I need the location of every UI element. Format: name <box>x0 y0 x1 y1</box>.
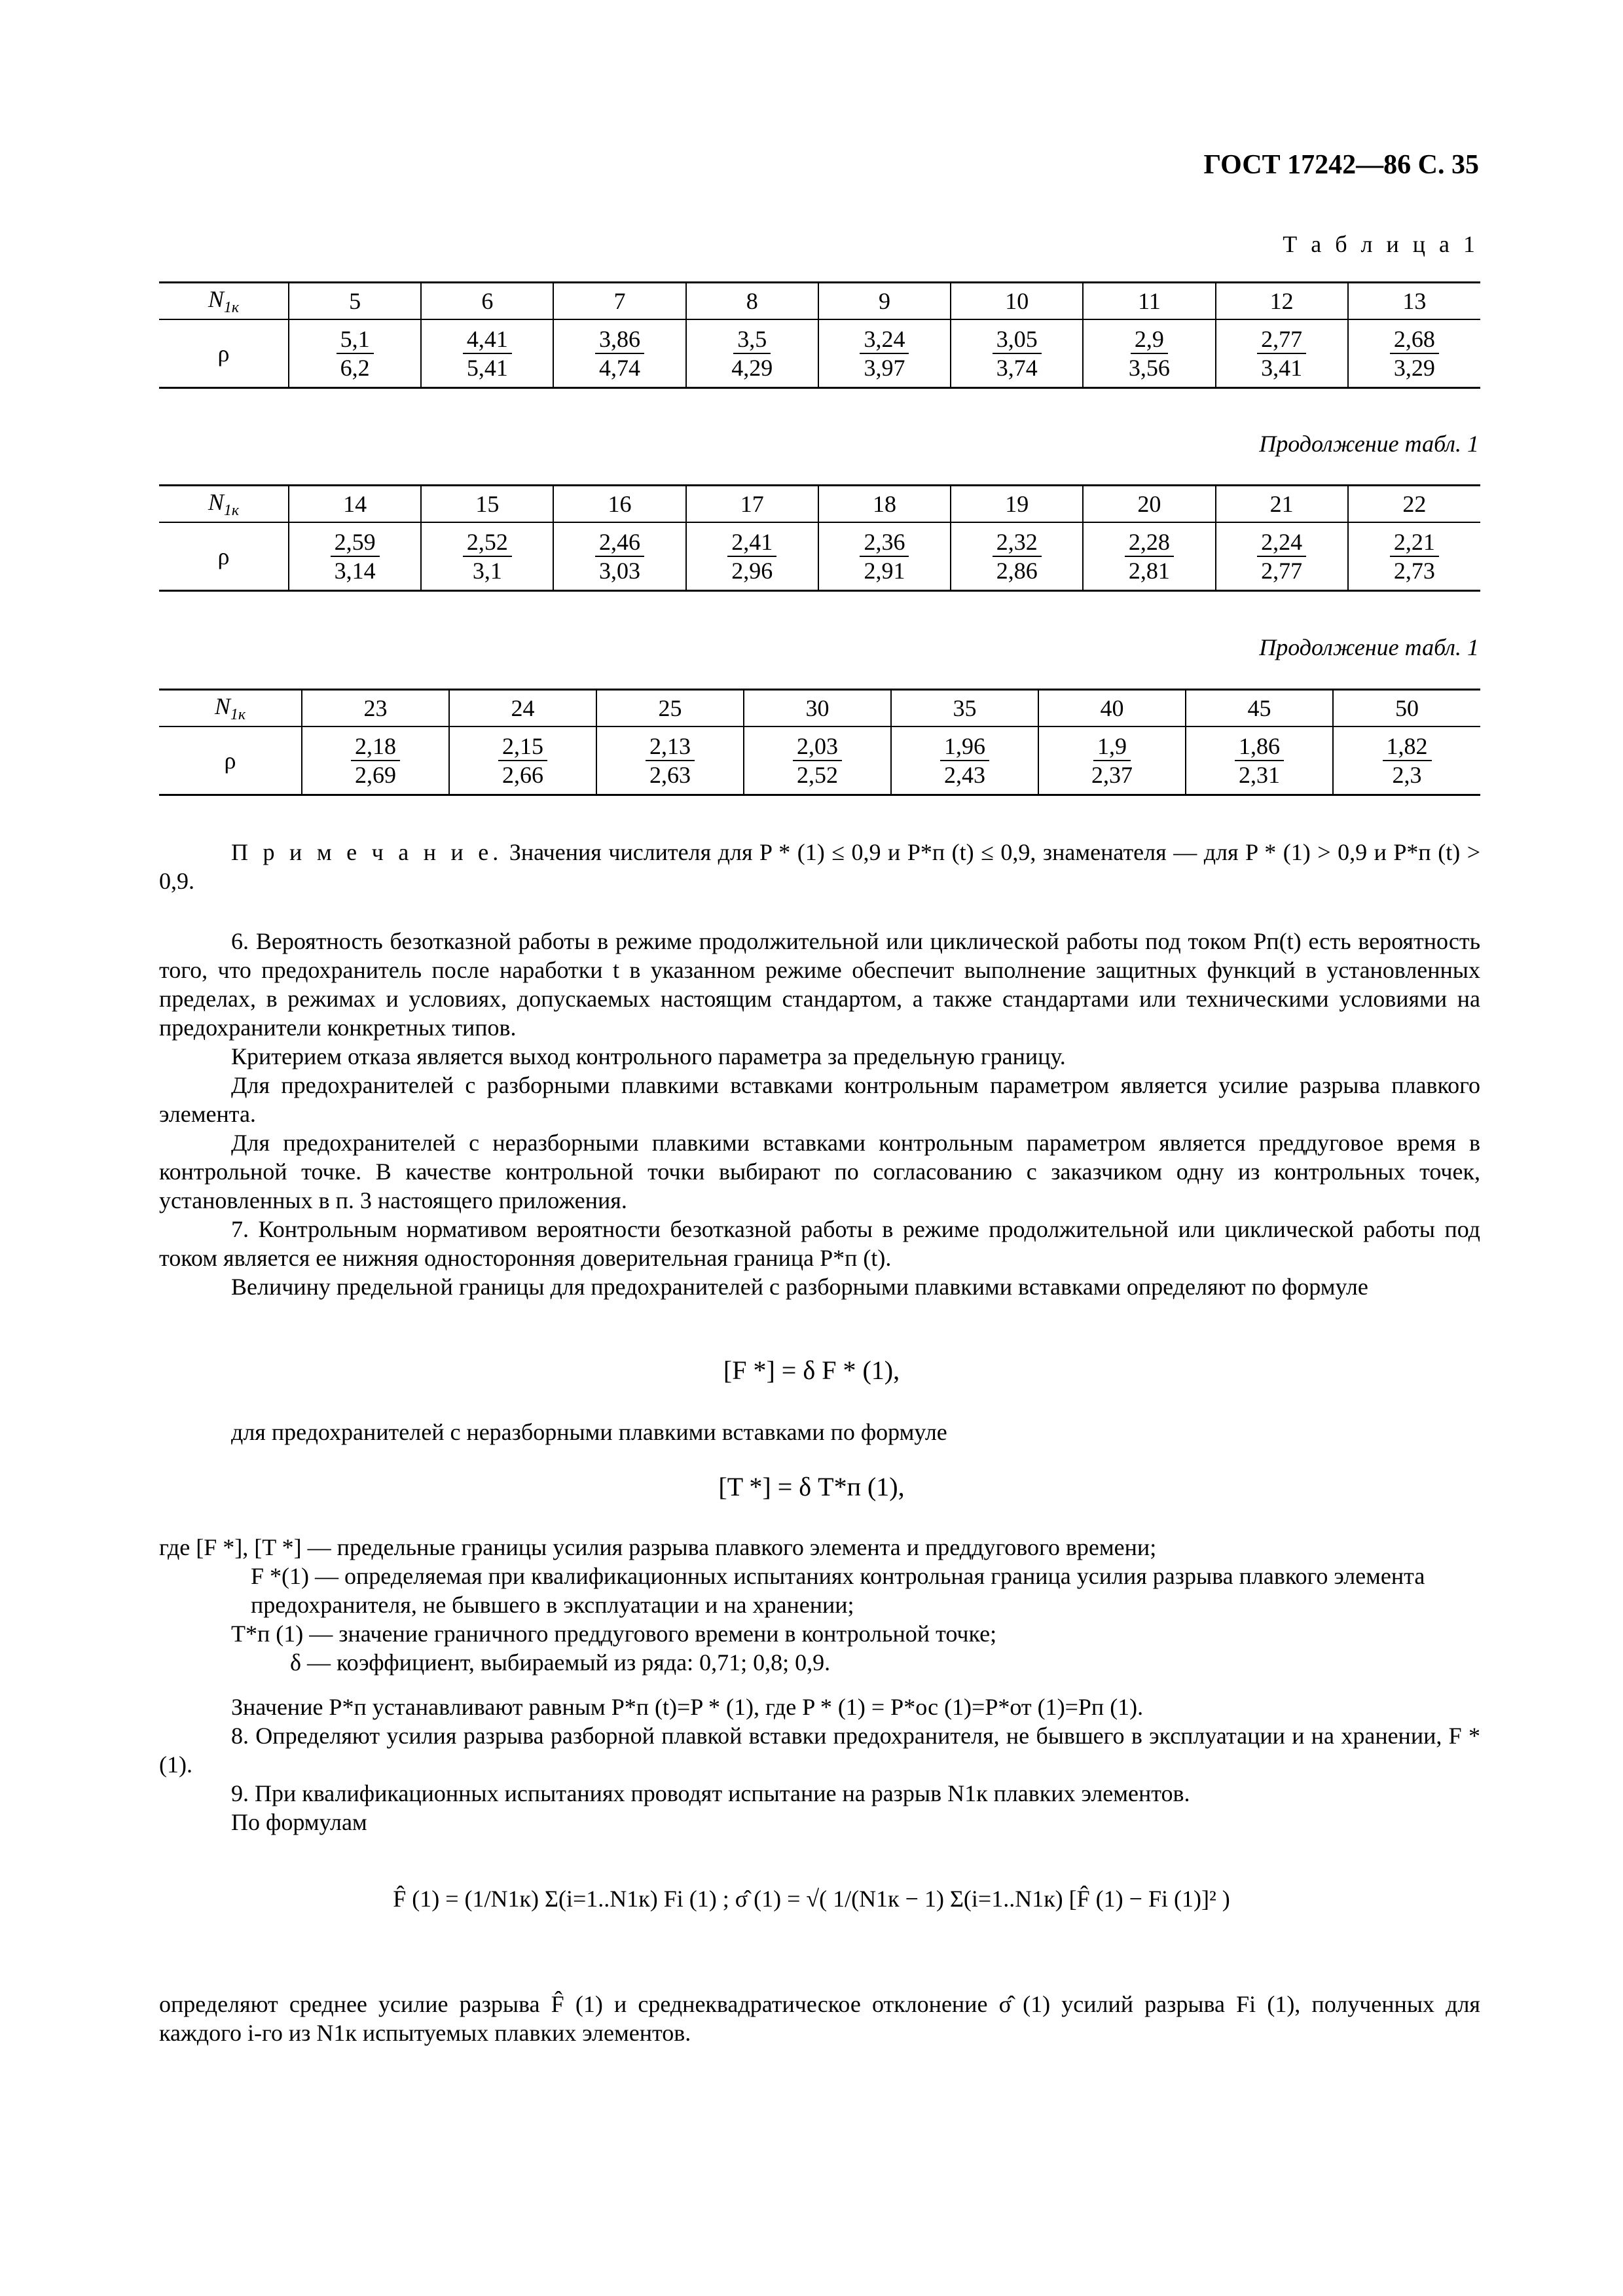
rho-denominator: 4,29 <box>731 355 773 381</box>
rho-numerator: 2,18 <box>351 732 400 761</box>
rho-fraction <box>463 528 512 584</box>
rho-fraction <box>595 528 644 584</box>
formula-3: F̂ (1) = (1/N1к) Σ(i=1..N1к) Fi (1) ; σ̂ (1) = √( 1/(N1к − 1) Σ(i=1..N1к) [F̂ (1) − Fi (1)]² ) <box>393 1886 1230 1912</box>
rho-denominator: 6,2 <box>340 355 370 381</box>
rho-numerator: 2,52 <box>463 528 512 557</box>
rho-fraction <box>727 325 776 382</box>
n-value-cell: 9 <box>818 283 951 320</box>
rho-numerator: 2,03 <box>793 732 842 761</box>
rho-value-cell <box>289 522 421 591</box>
paragraph-8: 8. Определяют усилия разрыва разборной плавкой вставки предохранителя, не бывшего в эксплуатации и на хранении, F * (1). <box>159 1723 1480 1778</box>
definitions <box>159 1533 1480 1677</box>
rho-value-cell <box>1333 726 1480 795</box>
rho-value-cell <box>1083 522 1215 591</box>
rho-value-cell <box>596 726 744 795</box>
paragraph-9: 9. При квалификационных испытаниях проводят испытание на разрыв N1к плавких элементов. <box>231 1780 1190 1806</box>
rho-fraction <box>1257 528 1306 584</box>
n-value-cell: 13 <box>1348 283 1480 320</box>
def-t: T*п (1) — значение граничного преддугового времени в контрольной точке; <box>231 1621 997 1647</box>
rho-numerator: 2,24 <box>1257 528 1306 557</box>
rho-denominator: 3,03 <box>599 558 641 584</box>
rho-value-cell <box>1216 522 1348 591</box>
rho-fraction <box>1383 732 1432 789</box>
rho-numerator: 1,96 <box>940 732 989 761</box>
rho-numerator: 2,15 <box>498 732 547 761</box>
rho-value-cell <box>951 522 1083 591</box>
n-value-cell: 20 <box>1083 486 1215 523</box>
paragraph-value: Значение P*п устанавливают равным P*п (t)=P * (1), где P * (1) = P*ос (1)=P*от (1)=Pп (1). <box>231 1694 1144 1720</box>
rho-fraction <box>646 732 695 789</box>
continuation-caption-1: Продолжение табл. 1 <box>1259 431 1479 457</box>
rho-value-cell <box>744 726 891 795</box>
n-value-cell: 35 <box>891 690 1038 727</box>
rho-fraction <box>1125 528 1174 584</box>
n-value-cell: 6 <box>421 283 553 320</box>
rho-numerator: 2,36 <box>860 528 909 557</box>
rho-fraction <box>1235 732 1284 789</box>
rho-denominator: 2,43 <box>944 762 985 788</box>
n-label-sub: 1к <box>223 502 240 520</box>
rho-denominator: 2,63 <box>649 762 691 788</box>
rho-value-cell <box>302 726 449 795</box>
rho-numerator: 5,1 <box>337 325 374 354</box>
rho-denominator: 3,41 <box>1261 355 1303 381</box>
n-value-cell: 14 <box>289 486 421 523</box>
rho-denominator: 2,37 <box>1091 762 1133 788</box>
n-label-cell <box>159 690 302 727</box>
rho-fraction <box>463 325 512 382</box>
rho-fraction <box>1390 325 1439 382</box>
rho-fraction <box>498 732 547 789</box>
n-value-cell: 22 <box>1348 486 1480 523</box>
rho-value-cell <box>553 319 685 388</box>
def-f: F *(1) — определяемая при квалификационных испытаниях контрольная граница усилия разрыва плавкого элемента предохранителя, не бывшего в эксплуатации и на хранении; <box>251 1563 1425 1618</box>
body-text-4 <box>159 1990 1480 2047</box>
table-caption: Т а б л и ц а 1 <box>1283 231 1479 257</box>
n-value-cell: 21 <box>1216 486 1348 523</box>
n-value-cell: 15 <box>421 486 553 523</box>
formula-2: [T *] = δ T*п (1), <box>718 1472 905 1501</box>
table-row-n <box>159 283 1480 320</box>
rho-denominator: 3,29 <box>1393 355 1435 381</box>
paragraph-nondemountable: Для предохранителей с неразборными плавкими вставками контрольным параметром является преддуговое время в контрольной точке. В качестве контрольной точки выбирают по согласованию с заказчиком одну из контрольных точек, установленных в п. 3 настоящего приложения. <box>159 1130 1480 1213</box>
n-value-cell: 24 <box>449 690 596 727</box>
n-value-cell: 10 <box>951 283 1083 320</box>
rho-fraction <box>860 528 909 584</box>
rho-numerator: 1,9 <box>1093 732 1131 761</box>
rho-fraction <box>993 528 1042 584</box>
rho-value-cell <box>421 319 553 388</box>
rho-numerator: 2,28 <box>1125 528 1174 557</box>
rho-value-cell <box>1216 319 1348 388</box>
n-label-sub: 1к <box>223 299 240 317</box>
rho-fraction <box>1390 528 1439 584</box>
rho-value-cell <box>891 726 1038 795</box>
table-row-rho <box>159 522 1480 591</box>
rho-label-cell: ρ <box>159 726 302 795</box>
rho-label-cell: ρ <box>159 522 289 591</box>
n-value-cell: 17 <box>686 486 818 523</box>
rho-value-cell <box>686 522 818 591</box>
rho-denominator: 2,66 <box>502 762 543 788</box>
n-value-cell: 11 <box>1083 283 1215 320</box>
rho-value-cell <box>686 319 818 388</box>
rho-numerator: 4,41 <box>463 325 512 354</box>
rho-numerator: 1,86 <box>1235 732 1284 761</box>
n-value-cell: 16 <box>553 486 685 523</box>
n-value-cell: 18 <box>818 486 951 523</box>
rho-denominator: 2,69 <box>355 762 396 788</box>
rho-value-cell <box>1348 522 1480 591</box>
rho-denominator: 3,14 <box>334 558 376 584</box>
rho-fraction <box>1087 732 1137 789</box>
table-row-rho <box>159 726 1480 795</box>
rho-label-cell: ρ <box>159 319 289 388</box>
rho-denominator: 2,73 <box>1393 558 1435 584</box>
paragraph-final: определяют среднее усилие разрыва F̂ (1) и среднеквадратическое отклонение σ̂ (1) усилий разрыва Fi (1), полученных для каждого i-го из N1к испытуемых плавких элементов. <box>159 1991 1480 2046</box>
note-block <box>159 838 1480 895</box>
rho-fraction <box>860 325 909 382</box>
n-value-cell: 12 <box>1216 283 1348 320</box>
note-label: П р и м е ч а н и е. <box>231 839 503 865</box>
rho-numerator: 1,82 <box>1383 732 1432 761</box>
rho-fraction <box>993 325 1042 382</box>
rho-value-cell <box>1348 319 1480 388</box>
rho-fraction <box>1125 325 1174 382</box>
rho-numerator: 3,86 <box>595 325 644 354</box>
rho-denominator: 2,86 <box>996 558 1038 584</box>
rho-fraction <box>940 732 989 789</box>
formula-1: [F *] = δ F * (1), <box>723 1355 900 1385</box>
rho-numerator: 3,24 <box>860 325 909 354</box>
rho-fraction <box>1257 325 1306 382</box>
rho-denominator: 3,97 <box>864 355 905 381</box>
rho-value-cell <box>951 319 1083 388</box>
rho-numerator: 2,41 <box>727 528 776 557</box>
table-row-n <box>159 486 1480 523</box>
table-row-n <box>159 690 1480 727</box>
rho-numerator: 2,32 <box>993 528 1042 557</box>
rho-value-cell <box>818 522 951 591</box>
rho-denominator: 3,56 <box>1128 355 1170 381</box>
rho-denominator: 2,3 <box>1392 762 1422 788</box>
rho-numerator: 2,9 <box>1131 325 1168 354</box>
rho-value-cell <box>449 726 596 795</box>
def-where: где [F *], [T *] — предельные границы усилия разрыва плавкого элемента и преддугового времени; <box>159 1534 1157 1560</box>
paragraph-limit: Величину предельной границы для предохранителей с разборными плавкими вставками определяют по формуле <box>231 1274 1368 1300</box>
rho-denominator: 4,74 <box>599 355 641 381</box>
rho-numerator: 2,46 <box>595 528 644 557</box>
n-label: $N_{1к}$ <box>208 285 240 317</box>
rho-table-2 <box>159 484 1480 592</box>
rho-value-cell <box>1038 726 1186 795</box>
n-value-cell: 30 <box>744 690 891 727</box>
rho-value-cell <box>818 319 951 388</box>
continuation-caption-2: Продолжение табл. 1 <box>1259 634 1479 660</box>
n-label-cell <box>159 283 289 320</box>
rho-fraction <box>727 528 776 584</box>
rho-value-cell <box>289 319 421 388</box>
rho-value-cell <box>421 522 553 591</box>
n-label-sub: 1к <box>230 706 246 724</box>
paragraph-demountable: Для предохранителей с разборными плавкими вставками контрольным параметром является усилие разрыва плавкого элемента. <box>159 1072 1480 1127</box>
table-row-rho <box>159 319 1480 388</box>
rho-denominator: 3,1 <box>472 558 502 584</box>
rho-denominator: 2,77 <box>1261 558 1303 584</box>
rho-numerator: 2,68 <box>1390 325 1439 354</box>
n-value-cell: 45 <box>1186 690 1333 727</box>
rho-denominator: 5,41 <box>466 355 508 381</box>
rho-denominator: 3,74 <box>996 355 1038 381</box>
rho-fraction <box>351 732 400 789</box>
note-text: Значения числителя для P * (1) ≤ 0,9 и P*п (t) ≤ 0,9, знаменателя — для P * (1) > 0,9 и P*п (t) > 0,9. <box>159 839 1481 894</box>
rho-numerator: 2,59 <box>331 528 380 557</box>
rho-table-3 <box>159 689 1480 796</box>
body-text-3 <box>159 1693 1480 1837</box>
rho-numerator: 2,13 <box>646 732 695 761</box>
rho-value-cell <box>1083 319 1215 388</box>
n-value-cell: 25 <box>596 690 744 727</box>
def-delta: δ — коэффициент, выбираемый из ряда: 0,71; 0,8; 0,9. <box>290 1649 831 1676</box>
n-value-cell: 7 <box>553 283 685 320</box>
rho-value-cell <box>553 522 685 591</box>
rho-value-cell <box>1186 726 1333 795</box>
rho-fraction <box>337 325 374 382</box>
body-text-1 <box>159 927 1480 1301</box>
n-value-cell: 40 <box>1038 690 1186 727</box>
rho-denominator: 2,52 <box>797 762 838 788</box>
rho-denominator: 2,81 <box>1128 558 1170 584</box>
n-label-cell <box>159 486 289 523</box>
rho-fraction <box>331 528 380 584</box>
paragraph-criterion: Критерием отказа является выход контрольного параметра за предельную границу. <box>231 1043 1066 1069</box>
rho-fraction <box>793 732 842 789</box>
rho-denominator: 2,96 <box>731 558 773 584</box>
body-text-2 <box>159 1418 1480 1446</box>
rho-numerator: 2,21 <box>1390 528 1439 557</box>
rho-numerator: 3,5 <box>733 325 771 354</box>
page-header: ГОСТ 17242—86 С. 35 <box>1203 150 1479 180</box>
rho-numerator: 3,05 <box>993 325 1042 354</box>
paragraph-formulas-intro: По формулам <box>231 1809 367 1835</box>
paragraph-formula2-intro: для предохранителей с неразборными плавкими вставками по формуле <box>231 1419 947 1445</box>
n-value-cell: 5 <box>289 283 421 320</box>
n-label: $N_{1к}$ <box>208 488 240 520</box>
rho-denominator: 2,91 <box>864 558 905 584</box>
n-value-cell: 50 <box>1333 690 1480 727</box>
paragraph-6: 6. Вероятность безотказной работы в режиме продолжительной или циклической работы под током Pп(t) есть вероятность того, что предохранитель после наработки t в указанном режиме обеспечит выполнение защитных функций в установленных пределах, в режимах и условиях, допускаемых настоящим стандартом, а также стандартами или техническими условиями на предохранители конкретных типов. <box>159 928 1480 1041</box>
rho-numerator: 2,77 <box>1257 325 1306 354</box>
rho-denominator: 2,31 <box>1239 762 1280 788</box>
n-value-cell: 8 <box>686 283 818 320</box>
rho-fraction <box>595 325 644 382</box>
rho-table-1 <box>159 281 1480 389</box>
n-label: $N_{1к}$ <box>214 692 246 724</box>
n-value-cell: 23 <box>302 690 449 727</box>
n-value-cell: 19 <box>951 486 1083 523</box>
paragraph-7: 7. Контрольным нормативом вероятности безотказной работы в режиме продолжительной или циклической работы под током является ее нижняя односторонняя доверительная граница P*п (t). <box>159 1216 1480 1271</box>
